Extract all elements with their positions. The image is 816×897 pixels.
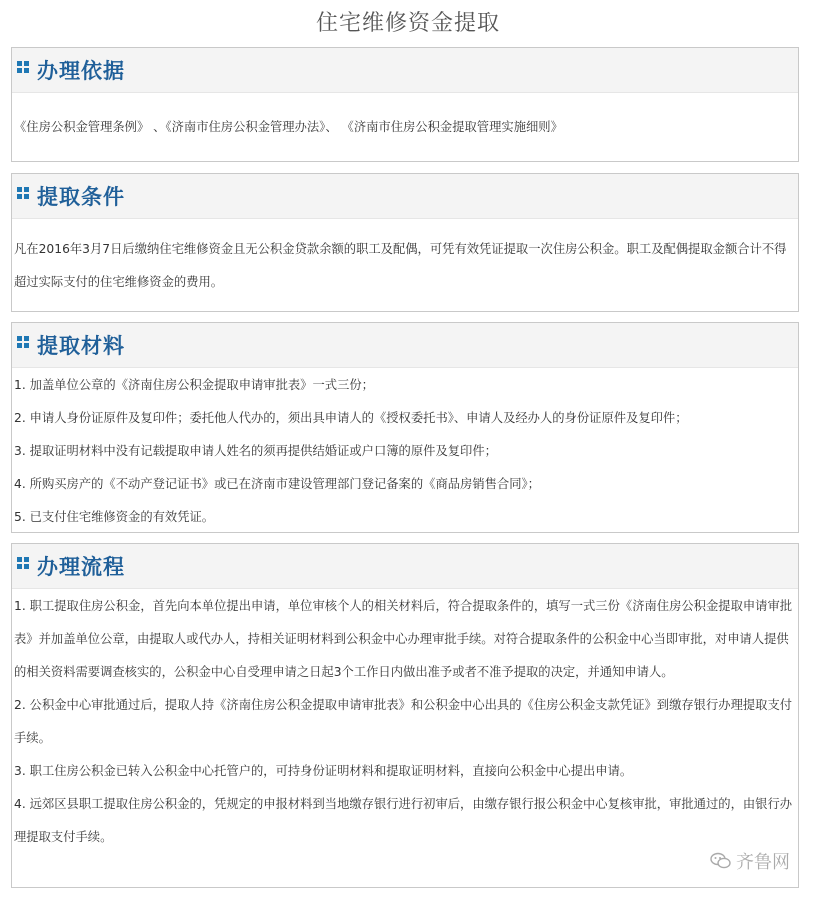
list-item: 3. 提取证明材料中没有记载提取申请人姓名的须再提供结婚证或户口簿的原件及复印件； [14,444,497,458]
section-header [12,48,798,93]
section-process [11,543,799,888]
section-header [12,323,798,368]
list-item: 4. 远郊区县职工提取住房公积金的，凭规定的申报材料到当地缴存银行进行初审后，由缴存银行报公积金中心复核审批，审批通过的，由银行办理提取支付手续。 [14,797,793,844]
grid-bullet-icon [17,336,29,348]
grid-bullet-icon [17,187,29,199]
section-conditions [11,173,799,312]
list-item: 1. 职工提取住房公积金，首先向本单位提出申请，单位审核个人的相关材料后，符合提取条件的，填写一式三份《济南住房公积金提取申请审批表》并加盖单位公章，由提取人或代办人，持相关证明材料到公积金中心办理审批手续。对符合提取条件的公积金中心当即审批，对申请人提供的相关资料需要调查核实的，公积金中心自受理申请之日起3个工作日内做出准予或者不准予提取的决定，并通知申请人。 [14,599,793,679]
list-item: 4. 所购买房产的《不动产登记证书》或已在济南市建设管理部门登记备案的《商品房销售合同》； [14,477,540,491]
section-title: 办理依据 [37,59,125,83]
section-header [12,544,798,589]
watermark-text: 齐鲁网 [736,852,790,873]
section-materials [11,322,799,533]
grid-bullet-icon [17,61,29,73]
list-item: 1. 加盖单位公章的《济南住房公积金提取申请审批表》一式三份； [14,378,374,392]
list-item: 2. 申请人身份证原件及复印件；委托他人代办的，须出具申请人的《授权委托书》、申请人及经办人的身份证原件及复印件； [14,411,688,425]
list-item: 5. 已支付住宅维修资金的有效凭证。 [14,510,215,524]
list-item: 3. 职工住房公积金已转入公积金中心托管户的，可持身份证明材料和提取证明材料，直接向公积金中心提出申请。 [14,764,633,778]
section-header [12,174,798,219]
paragraph: 《住房公积金管理条例》 、《济南市住房公积金管理办法》、 《济南市住房公积金提取管理实施细则》 [14,120,563,134]
watermark-logo [710,848,790,874]
list-item: 2. 公积金中心审批通过后，提取人持《济南住房公积金提取申请审批表》和公积金中心出具的《住房公积金支款凭证》到缴存银行办理提取支付手续。 [14,698,793,745]
section-basis [11,47,799,162]
grid-bullet-icon [17,557,29,569]
section-title: 提取条件 [37,185,125,209]
page-title: 住宅维修资金提取 [315,11,500,36]
paragraph: 凡在2016年3月7日后缴纳住宅维修资金且无公积金贷款余额的职工及配偶，可凭有效凭证提取一次住房公积金。职工及配偶提取金额合计不得超过实际支付的住宅维修资金的费用。 [14,242,787,289]
wechat-icon [710,852,732,870]
section-title: 办理流程 [37,555,125,579]
section-title: 提取材料 [37,334,125,358]
